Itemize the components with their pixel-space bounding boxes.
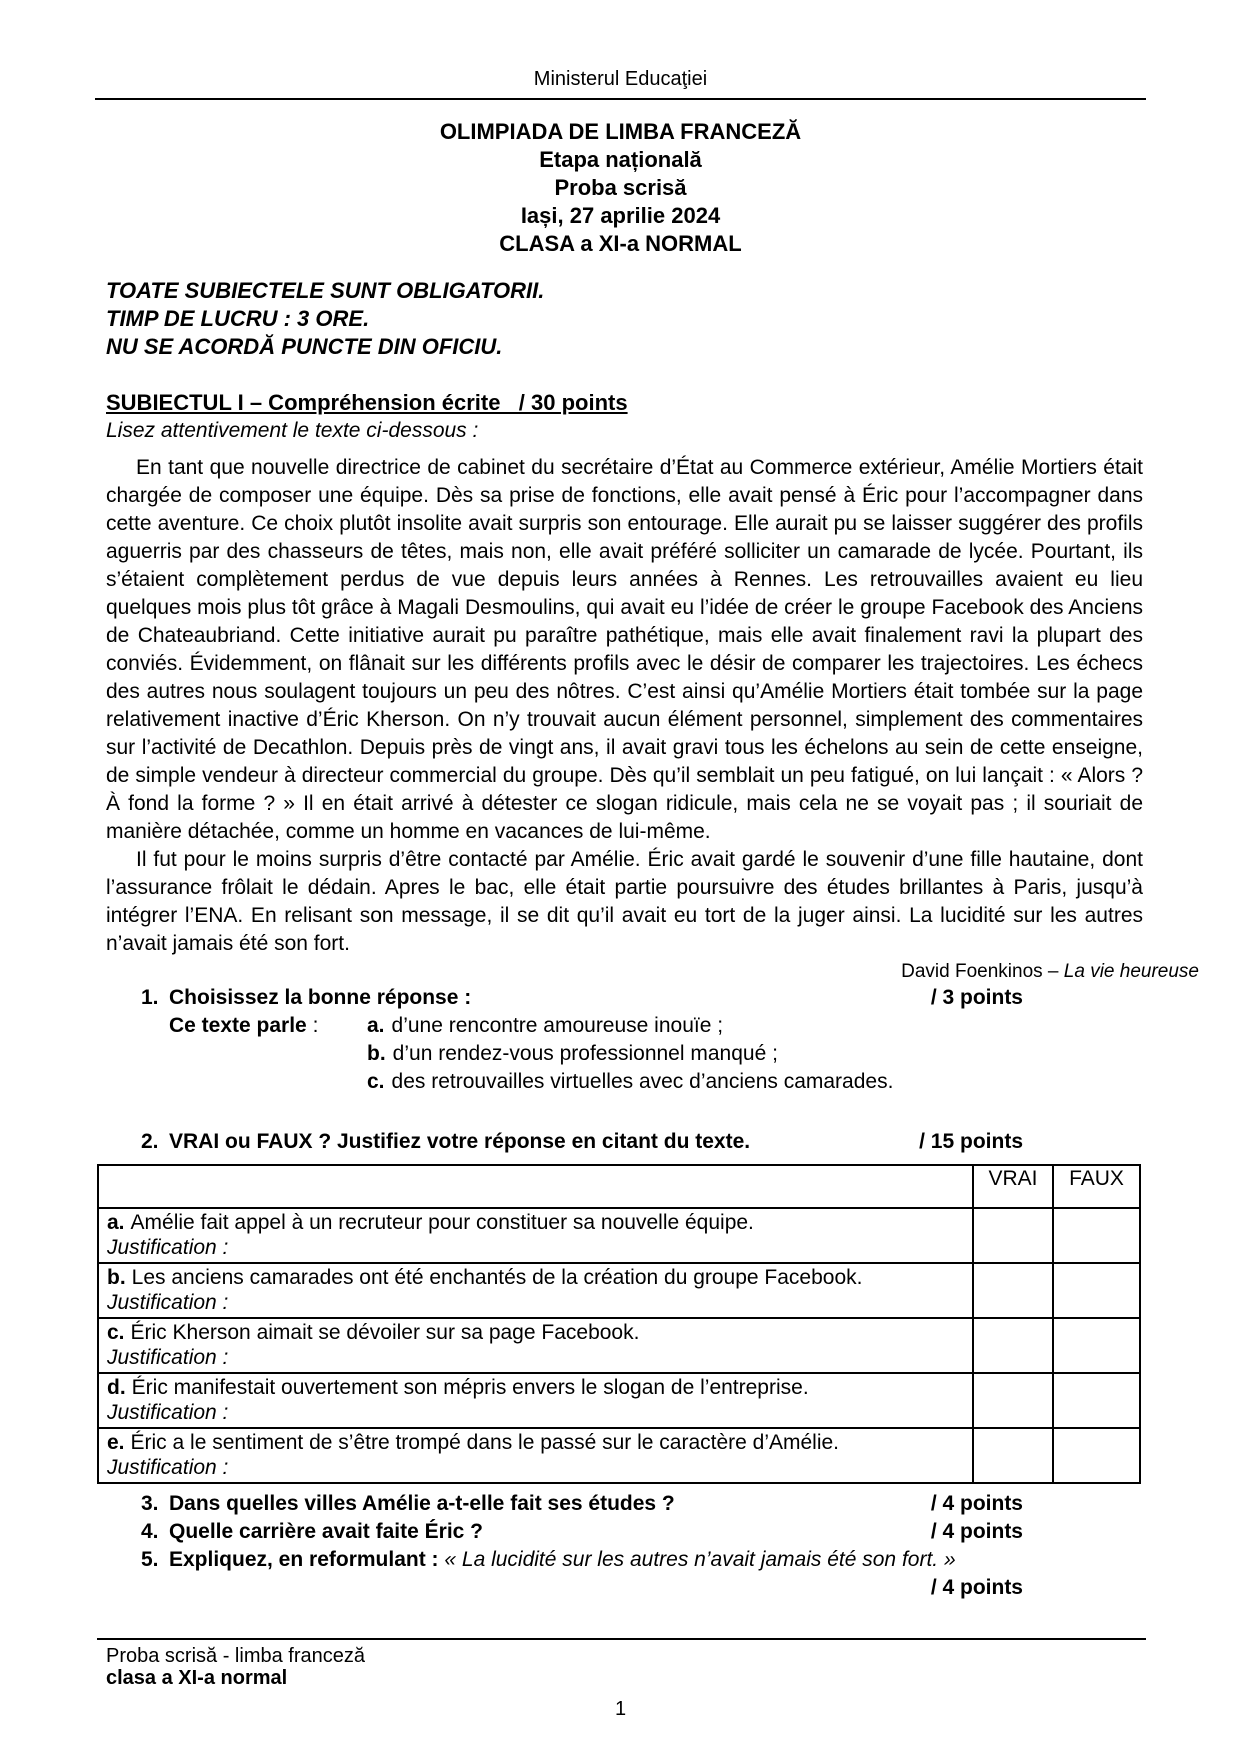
header-divider	[95, 98, 1146, 100]
question-2-prompt-row	[141, 1128, 1241, 1156]
notice-time: TIMP DE LUCRU : 3 ORE.	[106, 306, 370, 331]
statement-a-text: Amélie fait appel à un recruteur pour constituer sa nouvelle équipe.	[130, 1211, 754, 1234]
table-row-a	[98, 1208, 1140, 1263]
question-4-prompt: Quelle carrière avait faite Éric ?	[169, 1520, 483, 1543]
statement-cell-a	[98, 1208, 973, 1263]
option-b-text: d’un rendez-vous professionnel manqué ;	[392, 1042, 778, 1065]
vrai-answer-cell-c	[973, 1318, 1053, 1373]
option-b-letter: b.	[367, 1042, 386, 1065]
justification-label-e: Justification :	[107, 1456, 229, 1479]
title-line-class: CLASA a XI-a NORMAL	[499, 231, 742, 256]
question-4-row	[141, 1518, 1241, 1546]
vrai-answer-cell-b	[973, 1263, 1053, 1318]
question-4-number: 4.	[141, 1520, 159, 1543]
statement-header-cell	[98, 1165, 973, 1208]
faux-answer-cell-a	[1053, 1208, 1140, 1263]
title-line-olympiad: OLIMPIADA DE LIMBA FRANCEZĂ	[439, 119, 802, 144]
table-row-c	[98, 1318, 1140, 1373]
option-c-lead-spacer	[169, 1068, 367, 1096]
questions-3-4-5	[141, 1490, 1241, 1602]
option-b	[367, 1040, 778, 1068]
statement-a	[107, 1210, 964, 1235]
vrai-answer-cell-a	[973, 1208, 1053, 1263]
table-row-e	[98, 1428, 1140, 1483]
title-line-stage: Etapa națională	[539, 147, 702, 172]
justification-label-d: Justification :	[107, 1401, 229, 1424]
statement-b-text: Les anciens camarades ont été enchantés de la création du groupe Facebook.	[131, 1266, 863, 1289]
statement-e-text: Éric a le sentiment de s’être trompé dans le passé sur le caractère d’Amélie.	[130, 1431, 840, 1454]
faux-column-header: FAUX	[1053, 1165, 1140, 1208]
notice-mandatory: TOATE SUBIECTELE SUNT OBLIGATORII.	[106, 278, 545, 303]
justification-label-b: Justification :	[107, 1291, 229, 1314]
subject1-heading	[106, 389, 1143, 417]
statement-e-letter: e.	[107, 1431, 125, 1454]
statement-d-letter: d.	[107, 1376, 126, 1399]
statement-a-letter: a.	[107, 1211, 125, 1234]
page-footer	[0, 1638, 1241, 1721]
statement-d-text: Éric manifestait ouvertement son mépris envers le slogan de l’entreprise.	[131, 1376, 809, 1399]
question-5-prompt: Expliquez, en reformulant :	[169, 1548, 445, 1571]
footer-text	[106, 1645, 1143, 1689]
question-1-prompt-row	[141, 984, 1241, 1012]
question-1-lead	[169, 1012, 367, 1040]
statement-cell-c	[98, 1318, 973, 1373]
footer-class-label: clasa a XI-a normal	[106, 1667, 288, 1689]
option-c-text: des retrouvailles virtuelles avec d’anciens camarades.	[391, 1070, 894, 1093]
notice-no-default-points: NU SE ACORDĂ PUNCTE DIN OFICIU.	[106, 334, 503, 359]
title-line-date: Iași, 27 aprilie 2024	[520, 203, 721, 228]
statement-c-text: Éric Kherson aimait se dévoiler sur sa page Facebook.	[130, 1321, 640, 1344]
question-1-number: 1.	[141, 986, 159, 1009]
ministry-header: Ministerul Educaţiei	[533, 68, 708, 90]
statement-e	[107, 1430, 964, 1455]
exam-notices	[106, 277, 1143, 361]
table-row-b	[98, 1263, 1140, 1318]
question-5-row	[141, 1546, 1241, 1574]
option-a-text: d’une rencontre amoureuse inouïe ;	[391, 1014, 724, 1037]
statement-b-letter: b.	[107, 1266, 126, 1289]
option-a-letter: a.	[367, 1014, 385, 1037]
attribution-author: David Foenkinos –	[901, 961, 1064, 982]
question-3-points: / 4 points	[930, 1492, 1023, 1515]
vrai-column-header: VRAI	[973, 1165, 1053, 1208]
statement-cell-b	[98, 1263, 973, 1318]
question-2-prompt: VRAI ou FAUX ? Justifiez votre réponse en citant du texte.	[169, 1130, 751, 1153]
question-1-option-a-row	[141, 1012, 1241, 1040]
question-1	[141, 984, 1241, 1156]
question-3-row	[141, 1490, 1241, 1518]
question-1-prompt: Choisissez la bonne réponse :	[169, 986, 472, 1009]
reading-paragraph-1: En tant que nouvelle directrice de cabinet du secrétaire d’État au Commerce extérieur, Amélie Mortiers était chargée de composer une équipe. Dès sa prise de fonctions, elle avait pensé à Éric pour l’accompagner dans cette aventure. Ce choix plutôt insolite avait surpris son entourage. Elle aurait pu se laisser suggérer des profils aguerris par des chasseurs de têtes, mais non, elle avait préféré solliciter un camarade de lycée. Pourtant, ils s’étaient complètement perdus de vue depuis leurs années à Rennes. Les retrouvailles avaient eu lieu quelques mois plus tôt grâce à Magali Desmoulins, qui avait eu l’idée de créer le groupe Facebook des Anciens de Chateaubriand. Cette initiative aurait pu paraître pathétique, mais elle avait finalement ravi la plupart des conviés. Évidemment, on flânait sur les différents profils avec le désir de comparer les trajectoires. Les échecs des autres nous soulagent toujours un peu des nôtres. C’est ainsi qu’Amélie Mortiers était tombée sur la page relativement inactive d’Éric Kherson. On n’y trouvait aucun élément personnel, simplement des commentaires sur l’activité de Decathlon. Depuis près de vingt ans, il avait gravi tous les échelons au sein de cette enseigne, de simple vendeur à directeur commercial du groupe. Dès qu’il semblait un peu fatigué, on lui lançait : « Alors ? À fond la forme ? » Il en était arrivé à détester ce slogan ridicule, mais cela ne se voyait pas ; il souriait de manière détachée, comme un homme en vacances de lui-même.	[106, 456, 1143, 843]
option-c	[367, 1068, 893, 1096]
page-number: 1	[614, 1698, 627, 1720]
text-attribution	[0, 960, 1199, 984]
title-block	[0, 118, 1241, 258]
subject1-instruction: Lisez attentivement le texte ci-dessous :	[106, 419, 479, 442]
justification-label-c: Justification :	[107, 1346, 229, 1369]
question-1-points: / 3 points	[930, 986, 1023, 1009]
question-5-points: / 4 points	[930, 1576, 1023, 1599]
question-1-option-c-row	[141, 1068, 1241, 1096]
question-1-lead-colon: :	[306, 1014, 319, 1037]
question-1-option-b-row	[141, 1040, 1241, 1068]
title-line-exam-type: Proba scrisă	[554, 175, 687, 200]
reading-text	[106, 454, 1143, 958]
question-3-number: 3.	[141, 1492, 159, 1515]
statement-b	[107, 1265, 964, 1290]
faux-answer-cell-c	[1053, 1318, 1140, 1373]
faux-answer-cell-b	[1053, 1263, 1140, 1318]
table-row-d	[98, 1373, 1140, 1428]
subject1-heading-text: SUBIECTUL I – Compréhension écrite / 30 points	[106, 390, 628, 415]
faux-answer-cell-d	[1053, 1373, 1140, 1428]
attribution-work-title: La vie heureuse	[1063, 961, 1199, 982]
vrai-faux-table	[97, 1164, 1141, 1484]
statement-cell-e	[98, 1428, 973, 1483]
option-a	[367, 1012, 723, 1040]
faux-answer-cell-e	[1053, 1428, 1140, 1483]
vrai-answer-cell-d	[973, 1373, 1053, 1428]
footer-divider	[97, 1638, 1146, 1640]
reading-paragraph-2: Il fut pour le moins surpris d’être contacté par Amélie. Éric avait gardé le souvenir d’une fille hautaine, dont l’assurance frôlait le dédain. Apres le bac, elle était partie poursuivre des études brillantes à Paris, jusqu’à intégrer l’ENA. En relisant son message, il se dit qu’il avait eu tort de la juger ainsi. La lucidité sur les autres n’avait jamais été son fort.	[106, 848, 1143, 955]
statement-c	[107, 1320, 964, 1345]
question-3-prompt: Dans quelles villes Amélie a-t-elle fait ses études ?	[169, 1492, 675, 1515]
question-4-points: / 4 points	[930, 1520, 1023, 1543]
statement-cell-d	[98, 1373, 973, 1428]
justification-label-a: Justification :	[107, 1236, 229, 1259]
statement-c-letter: c.	[107, 1321, 125, 1344]
footer-exam-label: Proba scrisă - limba franceză	[106, 1645, 365, 1667]
table-header-row	[98, 1165, 1140, 1208]
option-b-lead-spacer	[169, 1040, 367, 1068]
vrai-answer-cell-e	[973, 1428, 1053, 1483]
question-1-lead-bold: Ce texte parle	[169, 1014, 307, 1037]
question-2-number: 2.	[141, 1130, 159, 1153]
question-5-quote: « La lucidité sur les autres n’avait jamais été son fort. »	[444, 1548, 956, 1571]
question-2-points: / 15 points	[919, 1130, 1023, 1153]
question-5-number: 5.	[141, 1548, 159, 1571]
option-c-letter: c.	[367, 1070, 385, 1093]
statement-d	[107, 1375, 964, 1400]
